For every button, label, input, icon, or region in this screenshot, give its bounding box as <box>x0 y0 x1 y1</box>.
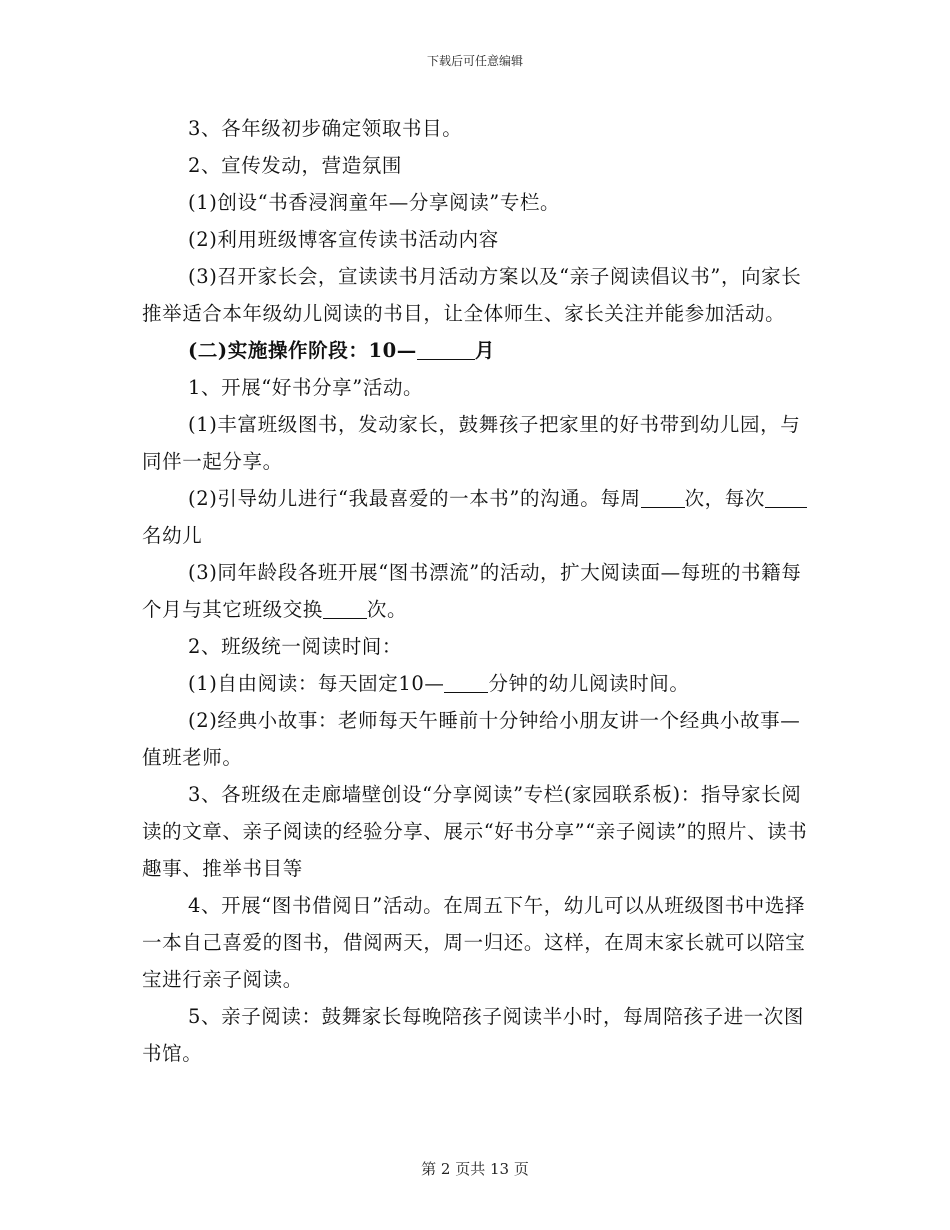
paragraph: 2、班级统一阅读时间： <box>188 635 403 658</box>
paragraph <box>142 554 814 628</box>
fill-blank <box>323 596 367 619</box>
paragraph-text: 分钟的幼儿阅读时间。 <box>488 672 690 695</box>
paragraph-text: 次。 <box>366 598 408 621</box>
paragraph-text: (2)引导幼儿进行“我最喜爱的一本书”的沟通。每周 <box>188 487 641 510</box>
paragraph: 3、各年级初步确定领取书目。 <box>188 117 463 140</box>
fill-blank <box>417 337 475 360</box>
paragraph-text: (3)同年龄段各班开展“图书漂流”的活动，扩大阅读面—每班的书籍每个月与其它班级交换 <box>142 561 802 621</box>
fill-blank <box>641 485 685 508</box>
paragraph <box>142 665 814 702</box>
heading-text: (二)实施操作阶段：10— <box>188 339 417 362</box>
paragraph: (2)经典小故事：老师每天午睡前十分钟给小朋友讲一个经典小故事—值班老师。 <box>142 709 801 769</box>
paragraph: 1、开展“好书分享”活动。 <box>188 376 424 399</box>
paragraph-text: 次，每次 <box>684 487 765 510</box>
paragraph: 2、宣传发动，营造氛围 <box>188 154 403 177</box>
paragraph: 4、开展“图书借阅日”活动。在周五下午，幼儿可以从班级图书中选择一本自己喜爱的图书，借阅两天，周一归还。这样，在周末家长就可以陪宝宝进行亲子阅读。 <box>142 894 806 991</box>
paragraph <box>142 480 814 554</box>
paragraph: (1)丰富班级图书，发动家长，鼓舞孩子把家里的好书带到幼儿园，与同伴一起分享。 <box>142 413 801 473</box>
page-footer: 第 2 页共 13 页 <box>421 1160 529 1178</box>
document-body <box>142 110 814 1072</box>
paragraph-text: (1)自由阅读：每天固定10— <box>188 672 445 695</box>
section-heading <box>142 332 814 369</box>
paragraph: (1)创设“书香浸润童年—分享阅读”专栏。 <box>188 191 561 214</box>
page-header: 下载后可任意编辑 <box>426 54 523 68</box>
paragraph: (2)利用班级博客宣传读书活动内容 <box>188 228 499 251</box>
heading-text: 月 <box>474 339 495 362</box>
paragraph: 3、各班级在走廊墙壁创设“分享阅读”专栏(家园联系板)：指导家长阅读的文章、亲子阅读的经验分享、展示“好书分享”“亲子阅读”的照片、读书趣事、推举书目等 <box>142 783 808 880</box>
paragraph: (3)召开家长会，宣读读书月活动方案以及“亲子阅读倡议书”，向家长推举适合本年级幼儿阅读的书目，让全体师生、家长关注并能参加活动。 <box>142 265 802 325</box>
fill-blank <box>765 485 807 508</box>
paragraph: 5、亲子阅读：鼓舞家长每晚陪孩子阅读半小时，每周陪孩子进一次图书馆。 <box>142 1005 805 1065</box>
paragraph-text: 名幼儿 <box>142 524 203 547</box>
fill-blank <box>444 670 488 693</box>
